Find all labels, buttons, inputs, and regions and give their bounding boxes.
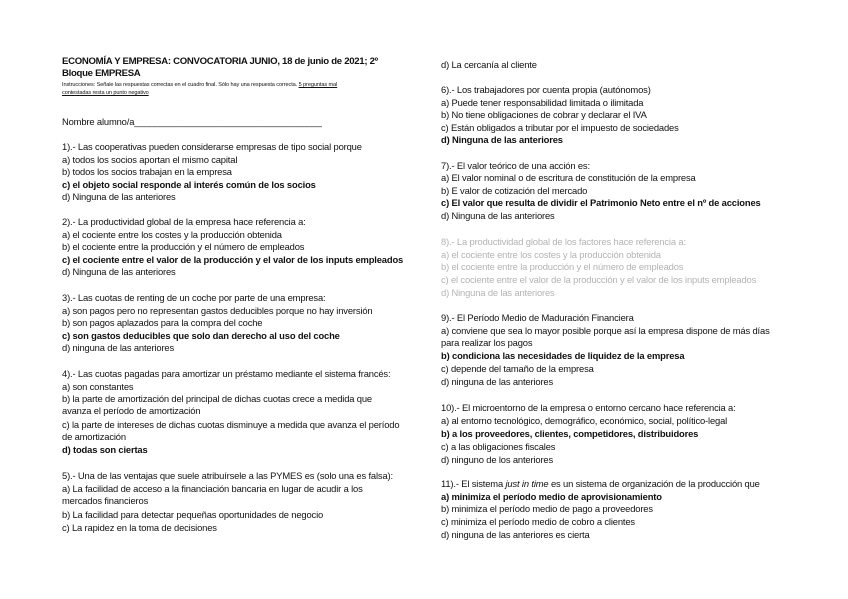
option-b-correct: b) a los proveedores, clientes, competidores, distribuidores xyxy=(441,428,699,439)
option-c: c) la parte de intereses de dichas cuotas disminuye a medida que avanza el período xyxy=(62,419,400,430)
exam-title: ECONOMÍA Y EMPRESA: CONVOCATORIA JUNIO, 18 de junio de 2021; 2º xyxy=(62,56,378,67)
option-c-correct: c) son gastos deducibles que solo dan derecho al uso del coche xyxy=(62,330,340,341)
option-a: a) conviene que sea lo mayor posible porque así la empresa dispone de más días xyxy=(441,325,770,336)
question-11-text-start: 11).- El sistema xyxy=(441,478,506,489)
question-6-text: 6).- Los trabajadores por cuenta propia (autónomos) xyxy=(441,84,651,95)
option-c-correct: c) el cociente entre el valor de la producción y el valor de los inputs empleados xyxy=(62,254,404,265)
option-d: d) Ninguna de las anteriores xyxy=(441,287,555,298)
question-5-text: 5).- Una de las ventajas que suele atribuírsele a las PYMES es (solo una es falsa): xyxy=(62,470,393,481)
option-c: c) Están obligados a tributar por el impuesto de sociedades xyxy=(441,122,679,133)
option-a: a) El valor nominal o de escritura de constitución de la empresa xyxy=(441,172,696,183)
question-11-italic-term: just in time xyxy=(505,478,549,489)
option-d: d) ninguno de los anteriores xyxy=(441,454,554,465)
option-a: a) al entorno tecnológico, demográfico, económico, social, político-legal xyxy=(441,415,728,426)
option-b: b) el cociente entre la producción y el número de empleados xyxy=(62,241,305,252)
option-a: a) son constantes xyxy=(62,381,134,392)
option-a: a) Puede tener responsabilidad limitada o ilimitada xyxy=(441,97,644,108)
option-b: b) La facilidad para detectar pequeñas oportunidades de negocio xyxy=(62,509,324,520)
option-a: a) La facilidad de acceso a la financiación bancaria en lugar de acudir a los xyxy=(62,483,363,494)
question-8-text: 8).- La productividad global de los factores hace referencia a: xyxy=(441,236,686,247)
option-c: c) minimiza el período medio de cobro a clientes xyxy=(441,516,635,527)
option-a-correct: a) minimiza el período medio de aprovisionamiento xyxy=(441,491,662,502)
option-d: d) ninguna de las anteriores xyxy=(441,376,554,387)
option-a: a) son pagos pero no representan gastos deducibles porque no hay inversión xyxy=(62,305,373,316)
option-c-correct: c) el objeto social responde al interés común de los socios xyxy=(62,179,316,190)
option-b: b) la parte de amortización del principal de dichas cuotas crece a medida que xyxy=(62,393,372,404)
option-b: b) son pagos aplazados para la compra del coche xyxy=(62,317,263,328)
option-b: b) minimiza el período medio de pago a proveedores xyxy=(441,503,653,514)
option-b: b) E valor de cotización del mercado xyxy=(441,185,588,196)
question-2-text: 2).- La productividad global de la empresa hace referencia a: xyxy=(62,216,306,227)
option-c-correct: c) El valor que resulta de dividir el Patrimonio Neto entre el nº de acciones xyxy=(441,197,761,208)
question-4-text: 4).- Las cuotas pagadas para amortizar un préstamo mediante el sistema francés: xyxy=(62,368,391,379)
option-d: d) Ninguna de las anteriores xyxy=(441,210,555,221)
question-11-text-end: es un sistema de organización de la producción que xyxy=(548,478,760,489)
instructions xyxy=(62,82,337,89)
instructions-penalty: 5 preguntas mal xyxy=(298,82,338,88)
instructions-penalty-cont: contestadas resta un punto negativo xyxy=(62,90,149,96)
option-d: d) Ninguna de las anteriores xyxy=(62,266,176,277)
student-name-line: Nombre alumno/a_____________________________________ xyxy=(62,116,322,127)
question-1-text: 1).- Las cooperativas pueden considerarse empresas de tipo social porque xyxy=(62,141,362,152)
question-11-text xyxy=(441,478,760,489)
question-10-text: 10).- El microentorno de la empresa o entorno cercano hace referencia a: xyxy=(441,402,736,413)
option-a: a) todos los socios aportan el mismo capital xyxy=(62,154,238,165)
option-a: a) el cociente entre los costes y la producción obtenida xyxy=(62,229,282,240)
option-c: c) a las obligaciones fiscales xyxy=(441,441,556,452)
question-9-text: 9).- El Período Medio de Maduración Financiera xyxy=(441,312,634,323)
option-c: c) depende del tamaño de la empresa xyxy=(441,363,594,374)
option-b-cont: avanza el período de amortización xyxy=(62,405,201,416)
option-b: b) No tiene obligaciones de cobrar y declarar el IVA xyxy=(441,109,647,120)
option-d: d) Ninguna de las anteriores xyxy=(62,191,176,202)
option-c: c) La rapidez en la toma de decisiones xyxy=(62,522,217,533)
option-c: c) el cociente entre el valor de la producción y el valor de los inputs empleados xyxy=(441,274,757,285)
option-d: d) ninguna de las anteriores xyxy=(62,342,175,353)
option-a-cont: para realizar los pagos xyxy=(441,337,533,348)
option-b: b) el cociente entre la producción y el número de empleados xyxy=(441,261,684,272)
question-7-text: 7).- El valor teórico de una acción es: xyxy=(441,160,590,171)
question-5-option-d: d) La cercanía al cliente xyxy=(441,59,537,70)
option-b-correct: b) condiciona las necesidades de liquidez de la empresa xyxy=(441,350,685,361)
option-d-correct: d) todas son ciertas xyxy=(62,444,148,455)
option-d-correct: d) Ninguna de las anteriores xyxy=(441,134,563,145)
question-3-text: 3).- Las cuotas de renting de un coche por parte de una empresa: xyxy=(62,292,326,303)
exam-subtitle: Bloque EMPRESA xyxy=(62,68,141,79)
option-d: d) ninguna de las anteriores es cierta xyxy=(441,529,590,540)
option-a: a) el cociente entre los costes y la producción obtenida xyxy=(441,249,661,260)
option-a-cont: mercados financieros xyxy=(62,495,149,506)
option-b: b) todos los socios trabajan en la empresa xyxy=(62,166,232,177)
option-c-cont: de amortización xyxy=(62,431,126,442)
instructions-text: Instrucciones: Señale las respuestas correctas en el cuadro final. Sólo hay una respuesta correcta. xyxy=(62,82,299,88)
